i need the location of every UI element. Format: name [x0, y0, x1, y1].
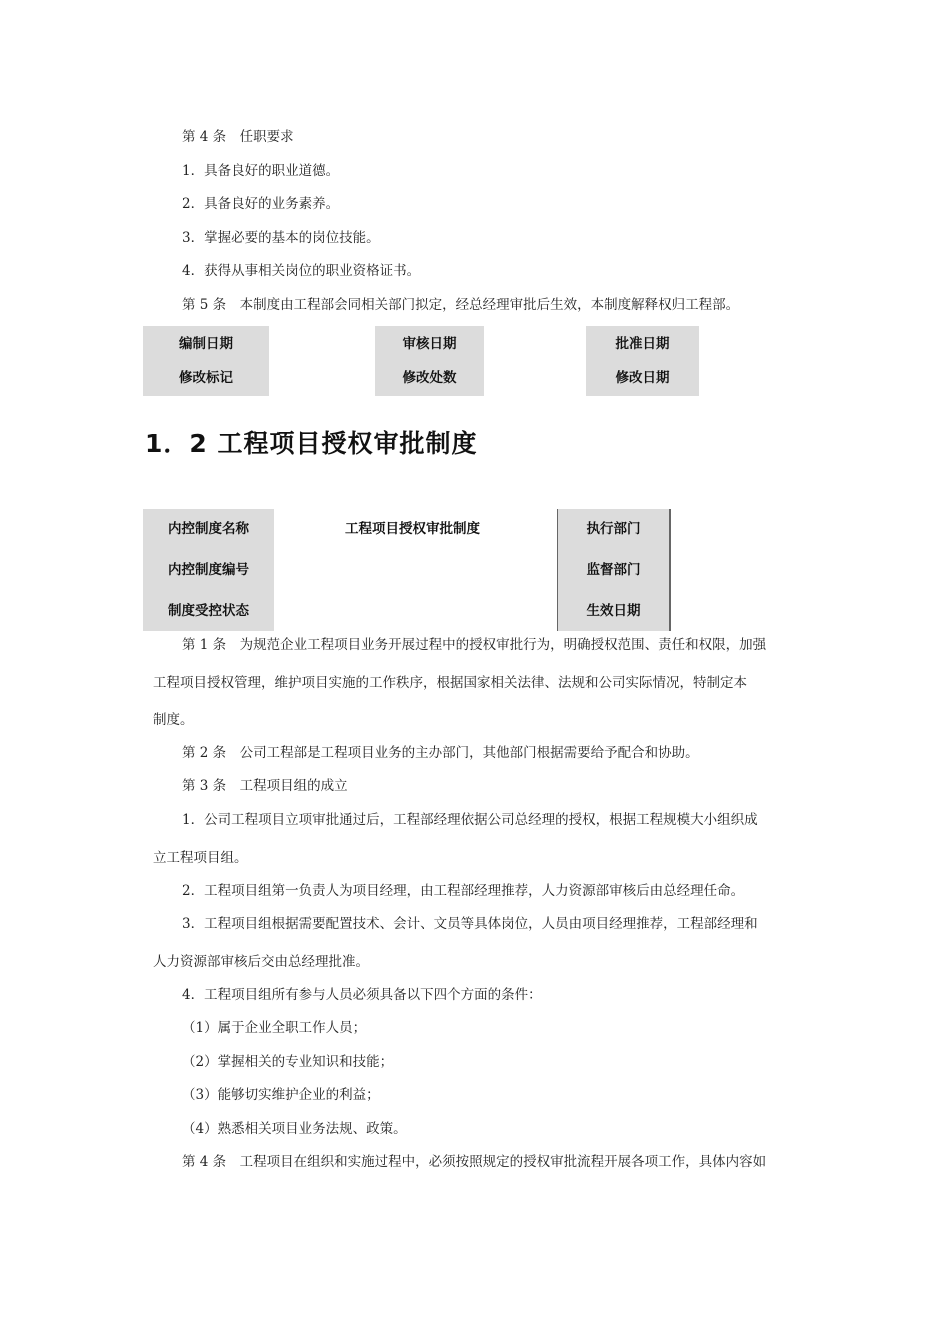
info-labels-cell: [143, 509, 274, 631]
compile-date-label: 编制日期: [179, 336, 233, 352]
sign-cell-compile: [143, 326, 269, 396]
list-item: 3．工程项目组根据需要配置技术、会计、文员等具体岗位，人员由项目经理推荐，工程部经理和: [182, 916, 758, 932]
list-item: 3．掌握必要的基本的岗位技能。: [182, 230, 380, 246]
list-item: 1．公司工程项目立项审批通过后，工程部经理依据公司总经理的授权，根据工程规模大小组织成: [182, 812, 758, 828]
article-1-line: 第 1 条 为规范企业工程项目业务开展过程中的授权审批行为，明确授权范围、责任和权限，加强: [182, 637, 767, 653]
article-3-title: 第 3 条 工程项目组的成立: [182, 778, 348, 794]
article-5: 第 5 条 本制度由工程部会同相关部门拟定，经总经理审批后生效，本制度解释权归工程部。: [182, 297, 740, 313]
list-item: 4．工程项目组所有参与人员必须具备以下四个方面的条件：: [182, 987, 542, 1003]
article-4-title: 第 4 条 任职要求: [182, 129, 294, 145]
list-item: 1．具备良好的职业道德。: [182, 163, 340, 179]
condition-item: （1）属于企业全职工作人员；: [182, 1020, 367, 1036]
section-heading: 1．2 工程项目授权审批制度: [145, 429, 478, 458]
list-item: 2．具备良好的业务素养。: [182, 196, 340, 212]
supervise-dept-label: 监督部门: [586, 562, 641, 578]
condition-item: （4）熟悉相关项目业务法规、政策。: [182, 1121, 407, 1137]
sign-cell-review: [375, 326, 484, 396]
sign-cell-approve: [586, 326, 699, 396]
list-item-continued: 立工程项目组。: [153, 850, 248, 866]
article-4: 第 4 条 工程项目在组织和实施过程中，必须按照规定的授权审批流程开展各项工作，具体内容如: [182, 1154, 767, 1170]
code-label: 内控制度编号: [168, 562, 249, 578]
system-name-value: 工程项目授权审批制度: [345, 521, 480, 537]
info-dept-cell: [558, 509, 669, 631]
approve-date-label: 批准日期: [615, 336, 670, 352]
condition-item: （3）能够切实维护企业的利益；: [182, 1087, 380, 1103]
status-label: 制度受控状态: [168, 603, 249, 619]
list-item: 4．获得从事相关岗位的职业资格证书。: [182, 263, 421, 279]
review-date-label: 审核日期: [402, 336, 457, 352]
list-item-continued: 人力资源部审核后交由总经理批准。: [153, 954, 369, 970]
list-item: 2．工程项目组第一负责人为项目经理，由工程部经理推荐，人力资源部审核后由总经理任命。: [182, 883, 745, 899]
article-2: 第 2 条 公司工程部是工程项目业务的主办部门，其他部门根据需要给予配合和协助。: [182, 745, 699, 761]
modify-mark-label: 修改标记: [179, 370, 233, 386]
effective-date-label: 生效日期: [586, 603, 641, 619]
exec-dept-label: 执行部门: [586, 521, 641, 537]
name-label: 内控制度名称: [168, 521, 249, 537]
condition-item: （2）掌握相关的专业知识和技能；: [182, 1054, 394, 1070]
table-divider: [669, 509, 671, 631]
article-1-line: 制度。: [153, 712, 194, 728]
modify-count-label: 修改处数: [402, 370, 457, 386]
modify-date-label: 修改日期: [615, 370, 670, 386]
article-1-line: 工程项目授权管理，维护项目实施的工作秩序，根据国家相关法律、法规和公司实际情况，特制定本: [153, 675, 747, 691]
